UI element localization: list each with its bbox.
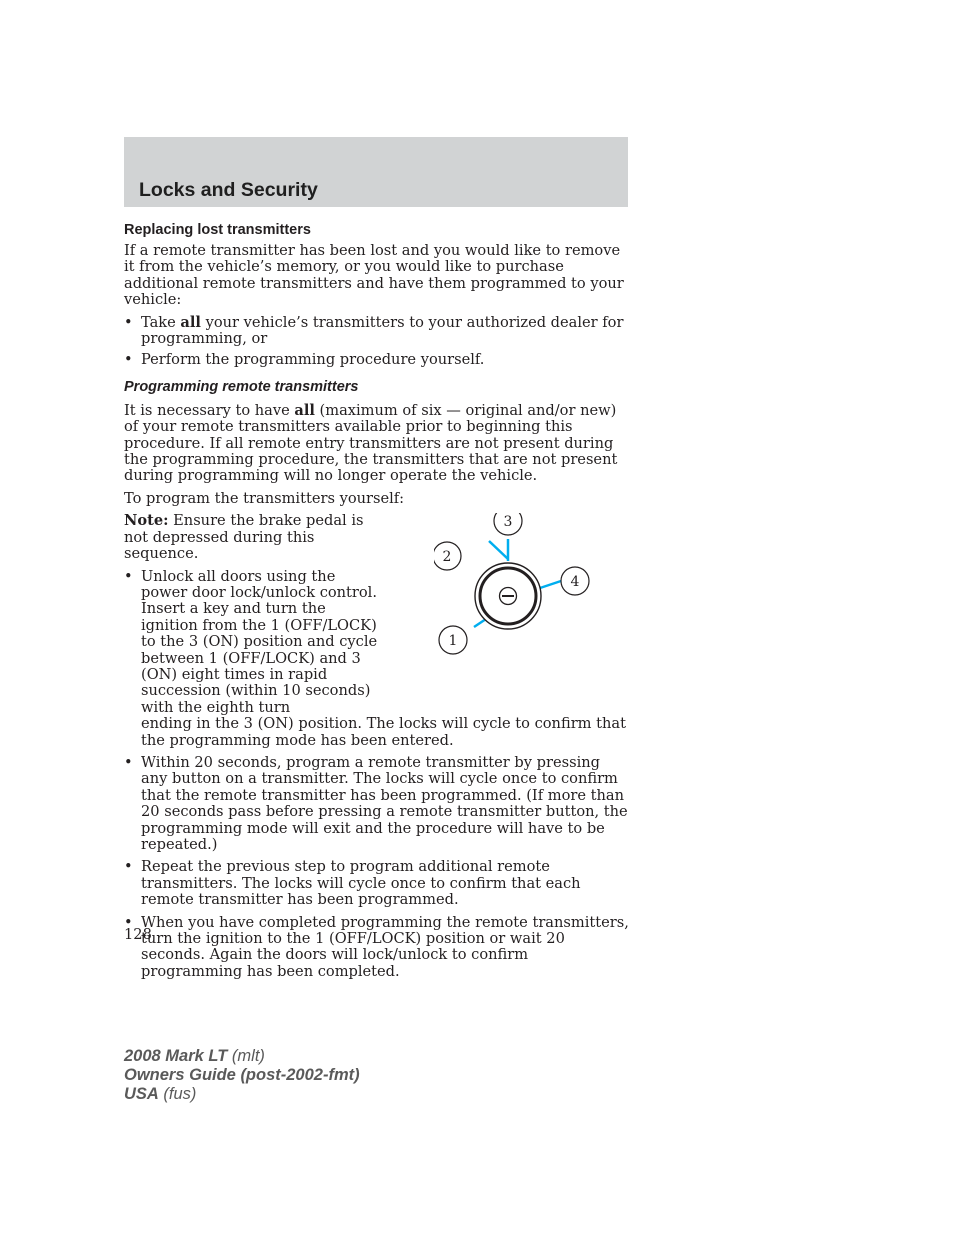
page-number: 128 xyxy=(124,926,152,943)
bullet-glyph: • xyxy=(124,913,133,931)
list-item: • Take all your vehicle’s transmitters to your authorized dealer for programming, or xyxy=(124,313,624,348)
list-item: • Perform the programming procedure yourself. xyxy=(124,351,485,369)
heading-programming-remote-transmitters: Programming remote transmitters xyxy=(124,378,359,395)
intro-paragraph: If a remote transmitter has been lost and you would like to remove it from the vehicle’s memory, or you would like to purchase additional remote transmitters and have them programmed to your vehicle: xyxy=(124,242,624,309)
bullet-glyph: • xyxy=(124,753,133,771)
section-header-band xyxy=(124,137,628,207)
list-item: • When you have completed programming the remote transmitters, turn the ignition to the 1 (OFF/LOCK) position or wait 20 seconds. Again the doors will lock/unlock to confirm programming has been completed. xyxy=(124,913,629,980)
bullet-glyph: • xyxy=(124,351,133,369)
requirement-paragraph: It is necessary to have all (maximum of six — original and/or new) of your remote transmitters available prior to beginning this procedure. If all remote entry transmitters are not present during the programming procedure, the transmitters that are not present during programming will no longer operate the vehicle. xyxy=(124,401,618,485)
bullet-glyph: • xyxy=(124,567,133,585)
footer-line-model: 2008 Mark LT (mlt) xyxy=(124,1047,265,1065)
position-label-2: 2 xyxy=(442,549,452,566)
program-intro: To program the transmitters yourself: xyxy=(124,489,405,507)
position-1-leader xyxy=(474,619,486,627)
footer-line-guide: Owners Guide (post-2002-fmt) xyxy=(124,1066,360,1084)
section-title: Locks and Security xyxy=(139,179,318,201)
position-label-1: 1 xyxy=(448,633,458,650)
document-footer xyxy=(124,1047,360,1104)
footer-line-market: USA (fus) xyxy=(124,1085,197,1103)
page-content xyxy=(124,221,630,980)
note-and-diagram-block xyxy=(124,513,630,749)
note-label: Note: xyxy=(124,512,169,530)
note-paragraph: Note: Ensure the brake pedal is not depressed during this sequence. xyxy=(124,512,364,563)
emphasis-all: all xyxy=(294,401,315,419)
position-2-leader xyxy=(489,541,508,559)
emphasis-all: all xyxy=(180,313,201,331)
position-label-3: 3 xyxy=(503,514,513,531)
bullet-glyph: • xyxy=(124,858,133,876)
position-4-leader xyxy=(540,581,561,588)
list-item: • Unlock all doors using the power door lock/unlock control. Insert a key and turn the ignition from the 1 (OFF/LOCK) to the 3 (ON) position and cycle between 1 (OFF/LOCK) and 3 (ON) eight times in rapid succession (within 10 seconds) with the eighth turn xyxy=(124,567,378,716)
list-item-continuation: ending in the 3 (ON) position. The locks will cycle to confirm that the programming mode has been entered. xyxy=(141,715,626,749)
list-item: • Within 20 seconds, program a remote transmitter by pressing any button on a transmitter. The locks will cycle once to confirm that the remote transmitter has been programmed. (If more than 20 seconds pass before pressing a remote transmitter button, the programming mode will exit and the procedure will have to be repeated.) xyxy=(124,753,628,853)
list-item: • Repeat the previous step to program additional remote transmitters. The locks will cycle once to confirm that each remote transmitter has been programmed. xyxy=(124,858,581,909)
heading-replacing-lost-transmitters: Replacing lost transmitters xyxy=(124,222,311,238)
ignition-position-diagram xyxy=(434,513,624,663)
position-label-4: 4 xyxy=(570,574,580,591)
bullet-glyph: • xyxy=(124,313,133,331)
